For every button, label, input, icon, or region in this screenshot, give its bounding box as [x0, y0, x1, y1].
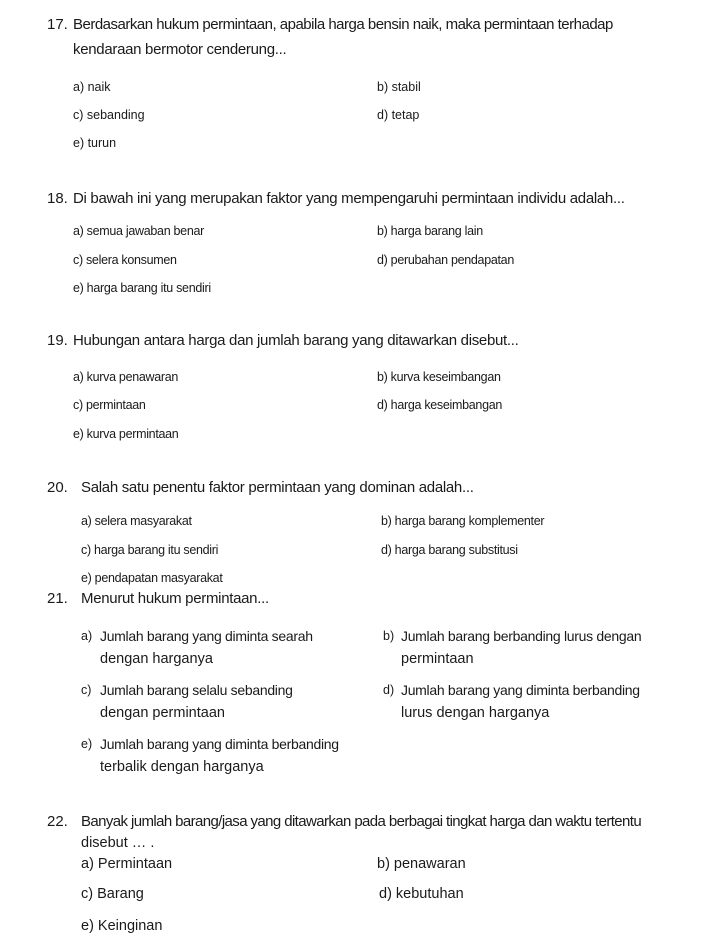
- option-e[interactable]: e) Keinginan: [81, 918, 163, 934]
- question-text: Banyak jumlah barang/jasa yang ditawarkan pada berbagai tingkat harga dan waktu tertentu: [81, 813, 642, 830]
- option-b[interactable]: Jumlah barang berbanding lurus dengan: [401, 628, 642, 644]
- option-b-label[interactable]: b): [383, 629, 395, 643]
- option-a[interactable]: a) semua jawaban benar: [73, 224, 204, 238]
- option-b[interactable]: permintaan: [401, 651, 474, 667]
- option-d[interactable]: Jumlah barang yang diminta berbanding: [401, 682, 640, 698]
- question-number: 20.: [47, 479, 68, 496]
- question-text: Menurut hukum permintaan...: [81, 590, 269, 607]
- option-a[interactable]: Jumlah barang yang diminta searah: [100, 628, 313, 644]
- question-text: Berdasarkan hukum permintaan, apabila harga bensin naik, maka permintaan terhadap: [73, 16, 613, 33]
- option-e[interactable]: e) harga barang itu sendiri: [73, 281, 211, 295]
- question-text: Salah satu penentu faktor permintaan yang dominan adalah...: [81, 479, 474, 496]
- option-b[interactable]: b) kurva keseimbangan: [377, 370, 501, 384]
- option-d[interactable]: d) harga keseimbangan: [377, 398, 503, 412]
- option-c[interactable]: c) sebanding: [73, 108, 145, 122]
- question-number: 19.: [47, 332, 68, 349]
- option-a-label[interactable]: a): [81, 629, 93, 643]
- option-a[interactable]: a) naik: [73, 80, 111, 94]
- question-number: 22.: [47, 813, 68, 830]
- option-b[interactable]: b) stabil: [377, 80, 421, 94]
- option-d-label[interactable]: d): [383, 683, 395, 697]
- option-c-label[interactable]: c): [81, 683, 92, 697]
- option-e[interactable]: e) pendapatan masyarakat: [81, 571, 223, 585]
- option-e[interactable]: terbalik dengan harganya: [100, 759, 264, 775]
- option-d[interactable]: d) perubahan pendapatan: [377, 253, 514, 267]
- question-text: disebut … .: [81, 835, 155, 851]
- option-c[interactable]: c) Barang: [81, 886, 144, 902]
- option-d[interactable]: d) kebutuhan: [379, 886, 464, 902]
- option-e[interactable]: e) turun: [73, 136, 117, 150]
- option-e[interactable]: Jumlah barang yang diminta berbanding: [100, 736, 339, 752]
- question-text: Hubungan antara harga dan jumlah barang yang ditawarkan disebut...: [73, 332, 519, 349]
- option-d[interactable]: lurus dengan harganya: [401, 705, 550, 721]
- option-c[interactable]: c) harga barang itu sendiri: [81, 543, 219, 557]
- option-a[interactable]: a) Permintaan: [81, 856, 173, 872]
- question-text: Di bawah ini yang merupakan faktor yang mempengaruhi permintaan individu adalah...: [73, 190, 625, 207]
- option-c[interactable]: c) selera konsumen: [73, 253, 177, 267]
- option-e-label[interactable]: e): [81, 737, 93, 751]
- option-b[interactable]: b) harga barang komplementer: [381, 514, 545, 528]
- option-a[interactable]: a) kurva penawaran: [73, 370, 179, 384]
- question-text: kendaraan bermotor cenderung...: [73, 41, 287, 58]
- option-b[interactable]: b) penawaran: [377, 856, 466, 872]
- option-e[interactable]: e) kurva permintaan: [73, 427, 179, 441]
- option-c[interactable]: Jumlah barang selalu sebanding: [100, 682, 293, 698]
- question-number: 18.: [47, 190, 68, 207]
- option-a[interactable]: dengan harganya: [100, 651, 213, 667]
- option-c[interactable]: dengan permintaan: [100, 705, 225, 721]
- option-a[interactable]: a) selera masyarakat: [81, 514, 192, 528]
- question-number: 21.: [47, 590, 68, 607]
- question-number: 17.: [47, 16, 68, 33]
- option-d[interactable]: d) harga barang substitusi: [381, 543, 518, 557]
- option-d[interactable]: d) tetap: [377, 108, 420, 122]
- option-b[interactable]: b) harga barang lain: [377, 224, 483, 238]
- option-c[interactable]: c) permintaan: [73, 398, 146, 412]
